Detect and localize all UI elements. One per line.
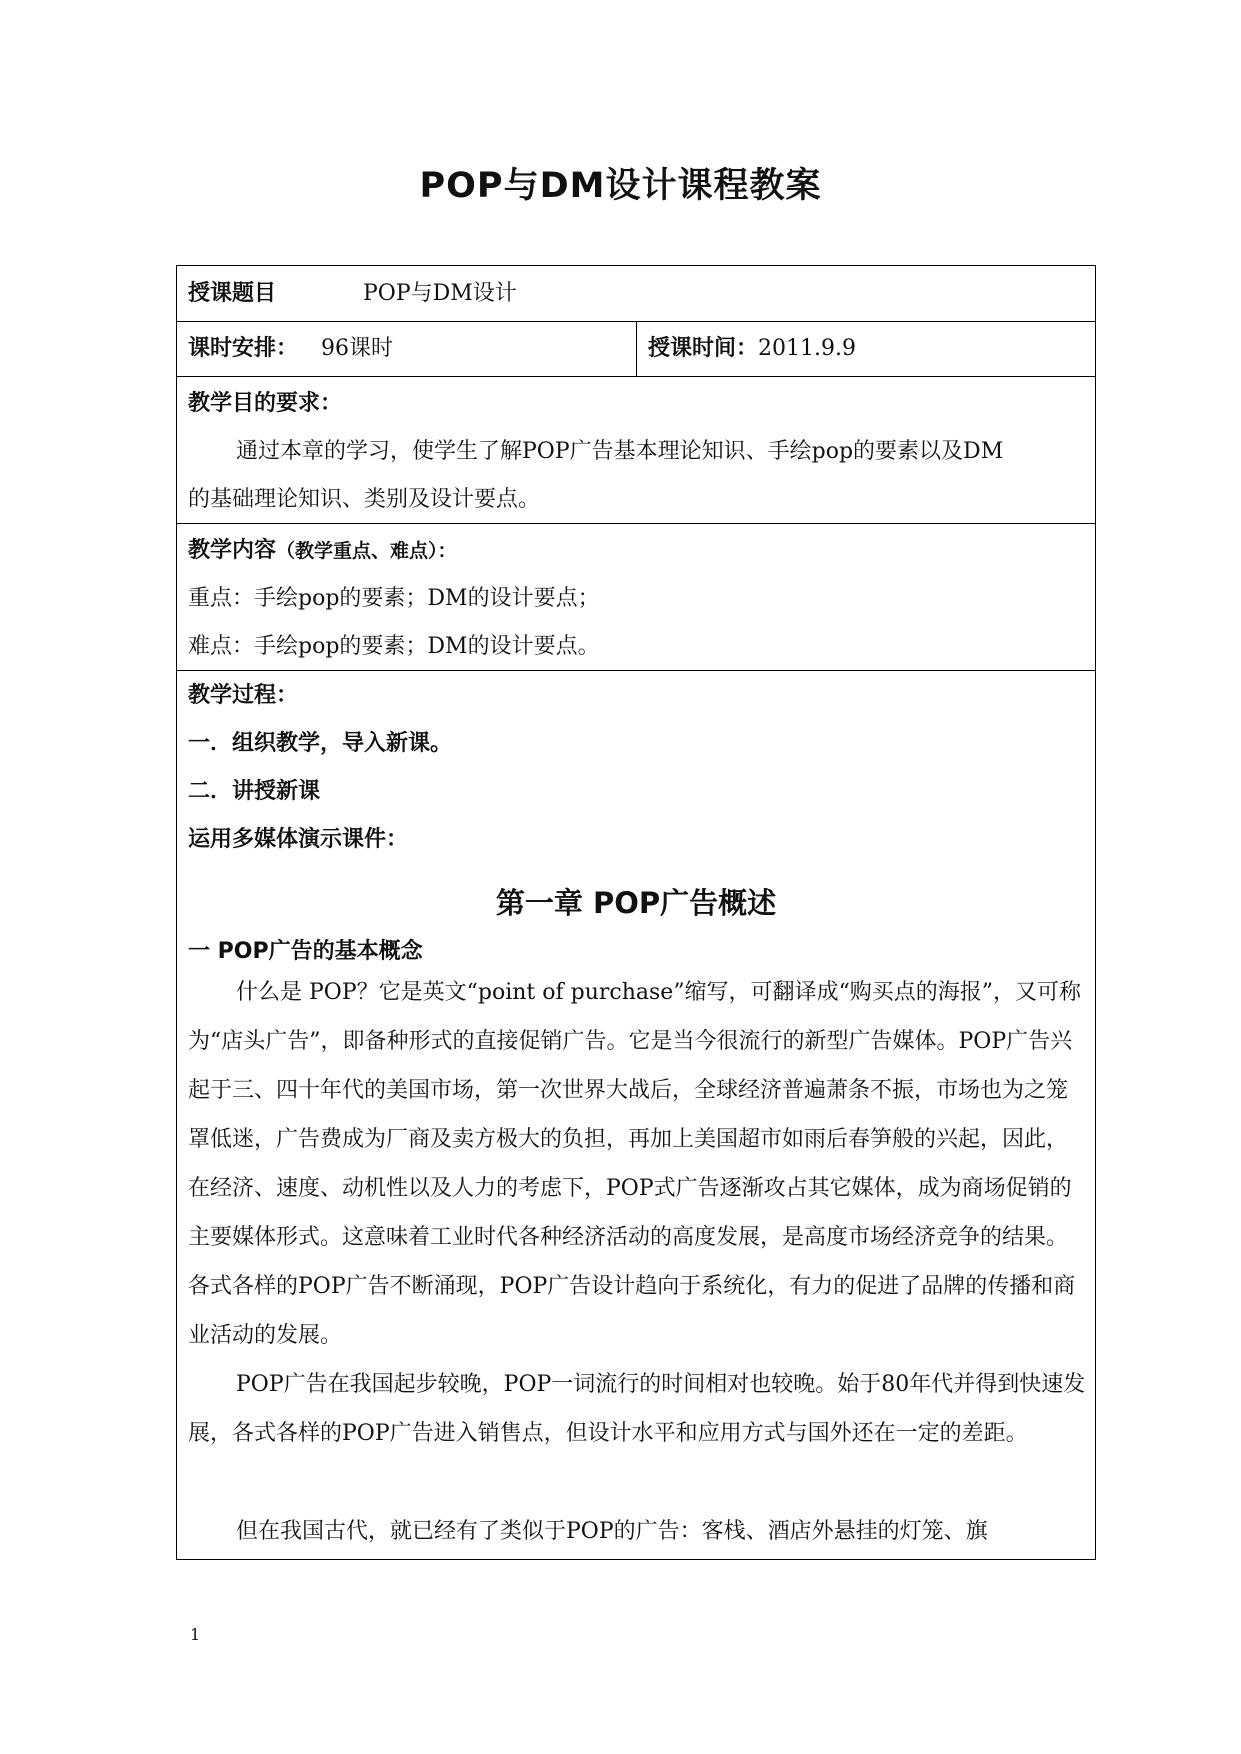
document-title: POP与DM设计课程教案	[419, 166, 822, 206]
process-label: 教学过程：	[188, 683, 299, 708]
lesson-plan-table	[176, 265, 1096, 1560]
step-2: 二．讲授新课	[188, 779, 321, 804]
hours-label: 课时安排：	[188, 336, 299, 361]
step-1: 一．组织教学，导入新课。	[188, 731, 453, 756]
content-label: 教学内容	[188, 538, 277, 563]
content-row	[177, 524, 1095, 671]
subject-label: 授课题目	[188, 281, 277, 306]
key-point: 重点：手绘pop的要素；DM的设计要点；	[188, 586, 600, 611]
date-value: 2011.9.9	[758, 336, 856, 361]
paragraph-3: 但在我国古代，就已经有了类似于POP的广告：客栈、酒店外悬挂的灯笼、旗	[236, 1519, 988, 1544]
content-label-sub: （教学重点、难点）：	[276, 540, 457, 562]
paragraph-1: 什么是 POP？它是英文“point of purchase”缩写，可翻译成“购买点的海报”，又可称为“店头广告”，即备种形式的直接促销广告。它是当今很流行的新型广告媒体。POP广告兴起于三、四十年代的美国市场，第一次世界大战后，全球经济普遍萧条不振，市场也为之笼罩低迷，广告费成为厂商及卖方极大的负担，再加上美国超市如雨后春笋般的兴起，因此，在经济、速度、动机性以及人力的考虑下，POP式广告逐渐攻占其它媒体，成为商场促销的主要媒体形式。这意味着工业时代各种经济活动的高度发展，是高度市场经济竞争的结果。各式各样的POP广告不断涌现，POP广告设计趋向于系统化，有力的促进了品牌的传播和商业活动的发展。	[188, 980, 1082, 1348]
subject-row	[177, 266, 1095, 322]
cell-divider	[636, 322, 637, 376]
content-heading	[188, 536, 457, 566]
date-cell	[648, 334, 856, 364]
multimedia-note: 运用多媒体演示课件：	[188, 827, 409, 852]
hours-value: 96课时	[321, 336, 394, 361]
objectives-line-1: 通过本章的学习，使学生了解POP广告基本理论知识、手绘pop的要素以及DM	[236, 439, 1004, 464]
objectives-row	[177, 377, 1095, 524]
objectives-line-2: 的基础理论知识、类别及设计要点。	[188, 487, 541, 512]
schedule-row	[177, 322, 1095, 377]
hours-cell	[188, 334, 393, 364]
objectives-label: 教学目的要求：	[188, 391, 343, 416]
difficult-point: 难点：手绘pop的要素；DM的设计要点。	[188, 634, 600, 659]
chapter-title: 第一章 POP广告概述	[495, 886, 777, 920]
date-label: 授课时间：	[648, 336, 759, 361]
page-number: 1	[190, 1625, 201, 1644]
subject-value: POP与DM设计	[363, 281, 517, 306]
process-row	[177, 671, 1095, 1559]
paragraph-2: POP广告在我国起步较晚，POP一词流行的时间相对也较晚。始于80年代并得到快速发展，各式各样的POP广告进入销售点，但设计水平和应用方式与国外还在一定的差距。	[188, 1372, 1086, 1446]
section-title: 一 POP广告的基本概念	[188, 939, 423, 964]
